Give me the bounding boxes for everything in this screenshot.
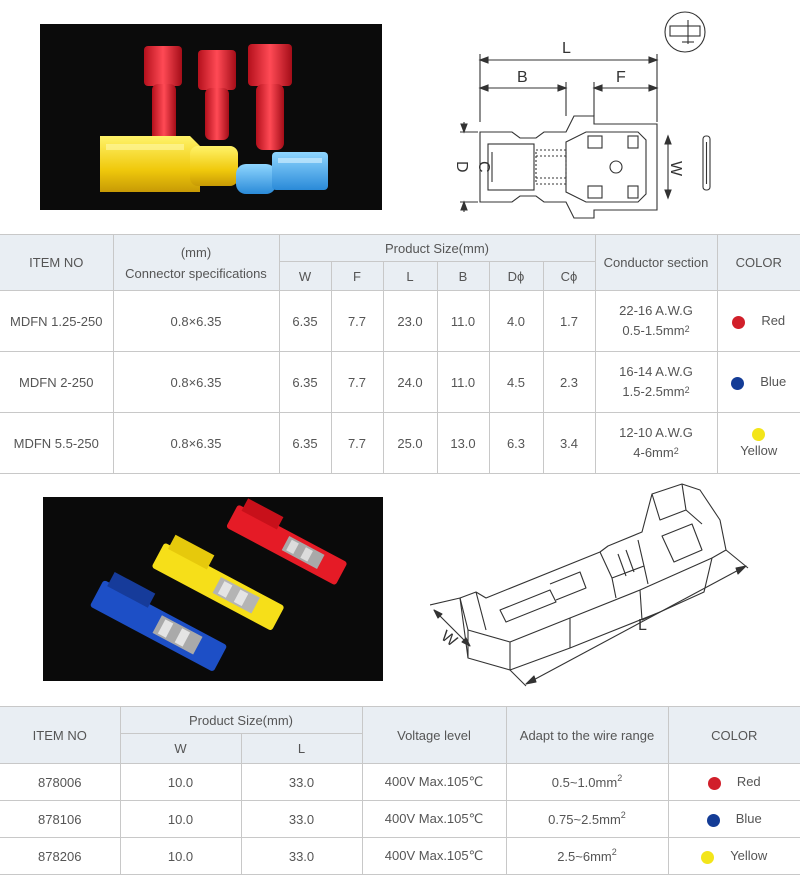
col-header-product-size: Product Size(mm) (279, 235, 595, 262)
cell-f: 7.7 (331, 413, 383, 474)
col-header-item-no: ITEM NO (0, 707, 120, 764)
color-swatch-yellow (701, 851, 714, 864)
cell-color (717, 352, 800, 413)
table-row (0, 764, 800, 801)
color-swatch-yellow (752, 428, 765, 441)
col-header-wire-range: Adapt to the wire range (506, 707, 668, 764)
col-header-l: L (383, 262, 437, 291)
spec-table-female-disconnects (0, 234, 800, 474)
col-header-color: COLOR (668, 707, 800, 764)
cell-spec: 0.8×6.35 (113, 291, 279, 352)
col-header-c: Cϕ (543, 262, 595, 291)
cell-w: 6.35 (279, 413, 331, 474)
color-name: Red (761, 313, 786, 329)
cell-c: 3.4 (543, 413, 595, 474)
cell-item: MDFN 2-250 (0, 352, 113, 413)
col-header-conductor-section: Conductor section (595, 235, 717, 291)
dim-W-label: W (667, 161, 684, 177)
cell-spec: 0.8×6.35 (113, 413, 279, 474)
cell-l: 33.0 (241, 838, 362, 875)
cell-w: 10.0 (120, 764, 241, 801)
cell-color (668, 838, 800, 875)
cell-color (668, 801, 800, 838)
product-photo-t-tap-connectors (43, 497, 383, 681)
cell-voltage: 400V Max.105℃ (362, 764, 506, 801)
table-row (0, 838, 800, 875)
range-value: 1.5-2.5mm (622, 384, 685, 399)
color-swatch-red (732, 316, 745, 329)
spec-label: Connector specifications (125, 265, 267, 281)
cell-b: 13.0 (437, 413, 489, 474)
cell-l: 24.0 (383, 352, 437, 413)
range-value: 0.75~2.5mm (548, 811, 621, 827)
col-header-connector-spec (113, 235, 279, 291)
superscript: 2 (617, 772, 623, 783)
dim-B-label: B (517, 69, 528, 86)
col-header-l: L (241, 734, 362, 764)
range-value: 4-6mm (633, 445, 674, 460)
col-header-w: W (120, 734, 241, 764)
spec-table-t-tap (0, 706, 800, 875)
cell-w: 6.35 (279, 291, 331, 352)
col-header-color: COLOR (717, 235, 800, 291)
col-header-product-size: Product Size(mm) (120, 707, 362, 734)
cell-conductor (595, 291, 717, 352)
dim-F-label: F (616, 69, 626, 86)
cell-w: 10.0 (120, 838, 241, 875)
dim-D-label: D (453, 161, 470, 173)
range-value: 0.5-1.5mm (622, 323, 685, 338)
cell-d: 4.0 (489, 291, 543, 352)
cell-c: 2.3 (543, 352, 595, 413)
cell-item: 878006 (0, 764, 120, 801)
color-name: Blue (735, 811, 762, 827)
range-text (596, 382, 717, 402)
cell-w: 10.0 (120, 801, 241, 838)
range-value: 2.5~6mm (557, 848, 612, 864)
spec-unit: (mm) (180, 244, 212, 260)
cell-l: 33.0 (241, 764, 362, 801)
cell-d: 4.5 (489, 352, 543, 413)
cell-color (717, 291, 800, 352)
superscript: 2 (620, 809, 626, 820)
cell-f: 7.7 (331, 291, 383, 352)
col-header-item-no: ITEM NO (0, 235, 113, 291)
cell-item: 878106 (0, 801, 120, 838)
range-text (596, 443, 717, 463)
cell-color (668, 764, 800, 801)
cell-c: 1.7 (543, 291, 595, 352)
cell-item: MDFN 5.5-250 (0, 413, 113, 474)
cell-conductor (595, 413, 717, 474)
table-row (0, 291, 800, 352)
cell-l: 33.0 (241, 801, 362, 838)
dim-L-label: L (638, 617, 647, 634)
color-name: Red (736, 774, 761, 790)
col-header-w: W (279, 262, 331, 291)
col-header-voltage: Voltage level (362, 707, 506, 764)
cell-wire-range (506, 801, 668, 838)
col-header-d: Dϕ (489, 262, 543, 291)
cell-wire-range (506, 764, 668, 801)
cell-item: MDFN 1.25-250 (0, 291, 113, 352)
table-row (0, 413, 800, 474)
color-name: Yellow (730, 848, 768, 864)
superscript: 2 (611, 846, 617, 857)
cell-f: 7.7 (331, 352, 383, 413)
cell-b: 11.0 (437, 291, 489, 352)
superscript: 2 (673, 446, 679, 456)
product-photo-female-disconnects (40, 24, 382, 210)
cell-wire-range (506, 838, 668, 875)
awg-text: 16-14 A.W.G (619, 364, 693, 379)
color-name: Blue (760, 374, 787, 390)
dim-L-label: L (562, 40, 571, 57)
cell-voltage: 400V Max.105℃ (362, 838, 506, 875)
table-row (0, 801, 800, 838)
cell-conductor (595, 352, 717, 413)
col-header-f: F (331, 262, 383, 291)
table-row (0, 352, 800, 413)
cell-color (717, 413, 800, 474)
color-swatch-red (708, 777, 721, 790)
awg-text: 12-10 A.W.G (619, 425, 693, 440)
cell-l: 25.0 (383, 413, 437, 474)
superscript: 2 (684, 324, 690, 334)
superscript: 2 (684, 385, 690, 395)
range-value: 0.5~1.0mm (551, 774, 618, 790)
cell-voltage: 400V Max.105℃ (362, 801, 506, 838)
color-name: Yellow (740, 443, 778, 458)
color-swatch-blue (731, 377, 744, 390)
color-swatch-blue (707, 814, 720, 827)
cell-w: 6.35 (279, 352, 331, 413)
cell-l: 23.0 (383, 291, 437, 352)
col-header-b: B (437, 262, 489, 291)
dim-C-label: C (475, 161, 492, 173)
cell-spec: 0.8×6.35 (113, 352, 279, 413)
dimension-drawing-t-tap (430, 480, 770, 690)
cell-item: 878206 (0, 838, 120, 875)
dim-W-label: W (437, 627, 460, 651)
dimension-drawing-female-disconnect (440, 4, 740, 224)
cell-d: 6.3 (489, 413, 543, 474)
range-text (596, 321, 717, 341)
awg-text: 22-16 A.W.G (619, 303, 693, 318)
cell-b: 11.0 (437, 352, 489, 413)
